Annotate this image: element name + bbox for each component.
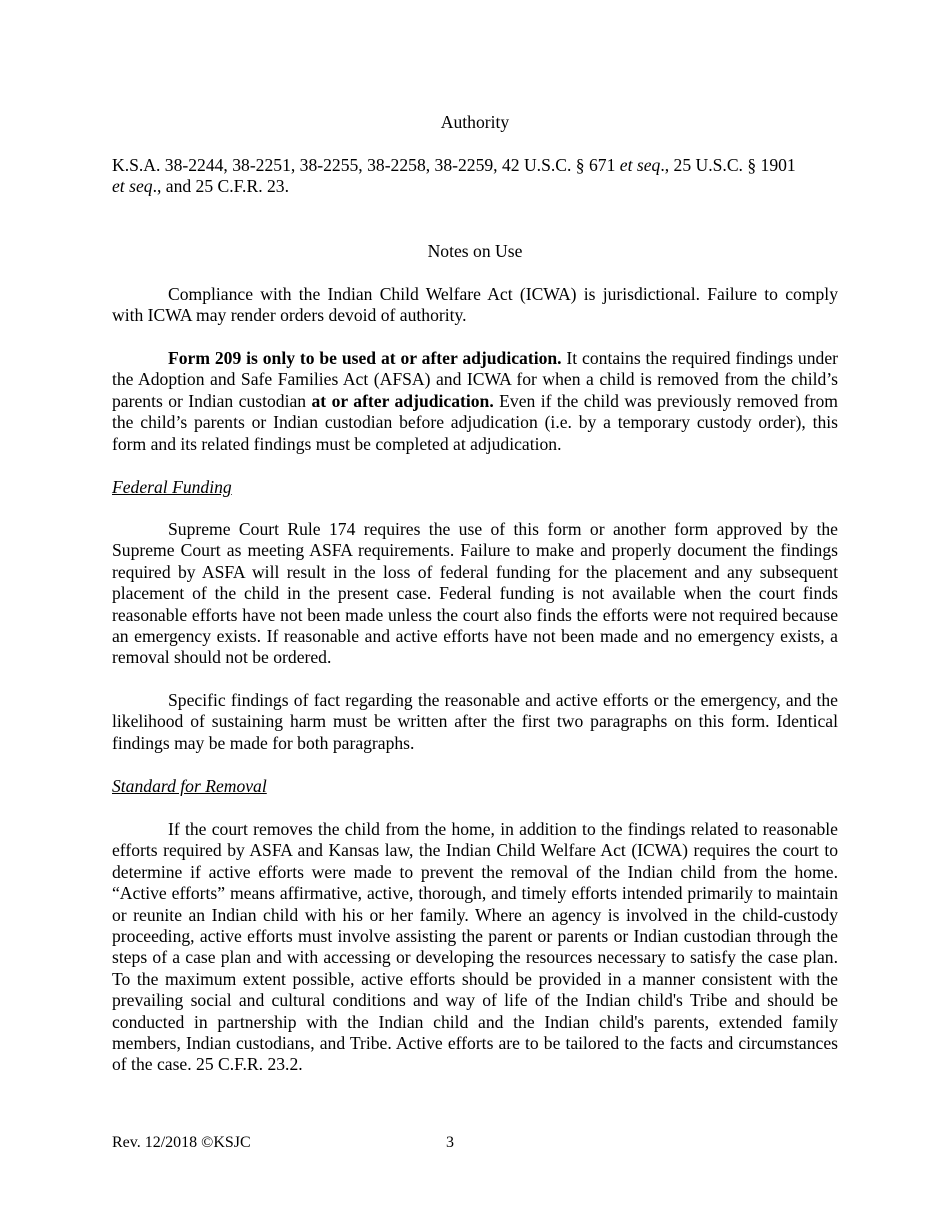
federal-funding-paragraph-1 — [112, 519, 838, 669]
notes-para2-text1: It contains the required findings under the Adoption and Safe Families Act (AFSA) and ICWA for when a child is removed from the child’s parents or Indian custodian — [112, 348, 838, 411]
notes-paragraph-1 — [112, 284, 838, 327]
citation-part-a: K.S.A. 38-2244, 38-2251, 38-2255, 38-2258, 38-2259, 42 U.S.C. § 671 — [112, 155, 620, 175]
citation-part-e: ., and 25 C.F.R. 23. — [152, 176, 289, 197]
citation-part-b: et seq — [619, 155, 661, 175]
authority-citation — [112, 155, 838, 198]
notes-paragraph-2 — [112, 348, 838, 455]
footer-page-number: 3 — [446, 1134, 454, 1151]
footer-revision: Rev. 12/2018 ©KSJC — [112, 1134, 251, 1151]
federal-funding-para1-text: Supreme Court Rule 174 requires the use of this form or another form approved by the Supreme Court as meeting ASFA requirements. Failure to make and properly document the findings required by ASFA will result in the loss of federal funding for the placement and any subsequent placement of the child in the present case. Federal funding is not available when the court finds reasonable efforts have not been made unless the court also finds the efforts were not required because an emergency exists. If reasonable and active efforts have not been made and no emergency exists, a removal should not be ordered. — [112, 519, 838, 668]
federal-funding-heading-text: Federal Funding — [112, 477, 232, 497]
standard-removal-para1-text: If the court removes the child from the home, in addition to the findings related to reasonable efforts required by ASFA and Kansas law, the Indian Child Welfare Act (ICWA) requires the court to determine if active efforts were made to prevent the removal of the Indian child from the home. “Active efforts” means affirmative, active, thorough, and timely efforts intended primarily to maintain or reunite an Indian child with his or her family. Where an agency is involved in the child-custody proceeding, active efforts must involve assisting the parent or parents or Indian custodian through the steps of a case plan and with accessing or developing the resources necessary to satisfy the case plan. To the maximum extent possible, active efforts should be provided in a manner consistent with the prevailing social and cultural conditions and way of life of the Indian child's Tribe and should be conducted in partnership with the Indian child and the Indian child's parents, extended family members, Indian custodians, and Tribe. Active efforts are to be tailored to the facts and circumstances of the case. 25 C.F.R. 23.2. — [112, 819, 838, 1075]
federal-funding-heading — [112, 477, 838, 498]
standard-removal-heading — [112, 776, 838, 797]
federal-funding-paragraph-2 — [112, 690, 838, 754]
standard-removal-paragraph-1 — [112, 819, 838, 1076]
authority-title: Authority — [440, 112, 510, 132]
notes-para2-bold2: at or after adjudication. — [311, 390, 494, 411]
standard-removal-heading-text: Standard for Removal — [112, 776, 267, 796]
notes-para1-text: Compliance with the Indian Child Welfare Act (ICWA) is jurisdictional. Failure to comply with ICWA may render orders devoid of authority. — [112, 284, 838, 326]
citation-part-c: ., 25 U.S.C. § 1901 — [660, 155, 796, 175]
federal-funding-para2-text: Specific findings of fact regarding the reasonable and active efforts or the emergency, and the likelihood of sustaining harm must be written after the first two paragraphs on this form. Identical findings may be made for both paragraphs. — [112, 690, 838, 753]
citation-part-d: et seq — [112, 176, 153, 197]
notes-title: Notes on Use — [427, 241, 523, 261]
notes-para2-text2: Even if the child was previously removed from the child’s parents or Indian custodian before adjudication (i.e. by a temporary custody order), this form and its related findings must be completed at adjudication. — [112, 390, 838, 454]
notes-para2-bold1: Form 209 is only to be used at or after adjudication. — [168, 348, 562, 368]
